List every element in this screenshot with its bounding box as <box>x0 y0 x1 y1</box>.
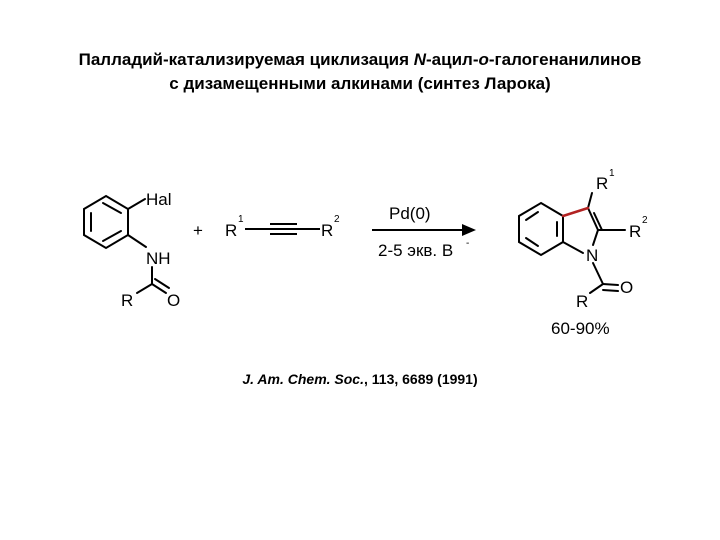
product-r-label: R <box>576 292 589 311</box>
reference-details: , 113, 6689 (1991) <box>363 371 478 387</box>
title-suffix: -галогенанилинов <box>488 50 642 69</box>
title-line-2: с дизамещенными алкинами (синтез Ларока) <box>169 74 551 93</box>
arrow-conditions-sup: - <box>466 238 470 249</box>
bond-to-nh <box>128 235 146 247</box>
alkyne-r2-label: R <box>321 221 334 240</box>
literature-reference <box>0 371 720 387</box>
product-r1-label: R <box>596 174 609 193</box>
reactant-1-r-label: R <box>121 291 134 310</box>
bond-carbonyl-r-product <box>590 284 603 293</box>
product-r2-label: R <box>629 222 642 241</box>
reaction-arrow <box>372 224 476 236</box>
bond-carbonyl-o-product-2 <box>603 290 618 291</box>
title-prefix: Палладий-катализируемая циклизация <box>78 50 414 69</box>
title-mid: -ацил- <box>426 50 479 69</box>
bond-c3-r1 <box>588 193 592 208</box>
nh-label: NH <box>146 249 171 268</box>
product-double-bond-a <box>526 212 538 220</box>
hal-label: Hal <box>146 190 172 209</box>
reactant-1-bonds <box>84 196 169 293</box>
title-o-italic: о <box>478 50 489 69</box>
product-double-bond-b <box>526 238 538 246</box>
yield-label: 60-90% <box>551 319 610 338</box>
bond-n-carbonyl <box>593 263 603 284</box>
bond-to-hal <box>128 199 145 209</box>
bond-c7a-n <box>563 242 583 253</box>
alkyne-r1-sup: 1 <box>238 214 244 225</box>
product-o-label: O <box>620 278 634 297</box>
product-n-label: N <box>586 246 599 265</box>
reactant-1-double-bond-a <box>103 203 121 213</box>
bond-carbonyl-o-product-1 <box>603 284 618 285</box>
arrow-conditions-label: 2-5 экв. B <box>378 241 454 260</box>
new-bond-highlight <box>563 208 588 216</box>
product-r1-sup: 1 <box>609 168 615 179</box>
arrow-reagent-label: Pd(0) <box>389 204 431 223</box>
reactant-1-o-label: O <box>167 291 181 310</box>
title-n-italic: N <box>413 50 427 69</box>
bond-c2-n <box>593 230 598 245</box>
reactant-1-double-bond-b <box>103 231 121 241</box>
journal-name: J. Am. Chem. Soc. <box>242 371 364 387</box>
alkyne-r1-label: R <box>225 221 238 240</box>
product-bonds <box>519 193 625 293</box>
alkyne-r2-sup: 2 <box>334 214 340 225</box>
triple-bond <box>245 224 320 234</box>
plus-sign: + <box>193 221 203 240</box>
bond-carbonyl-r <box>137 284 152 293</box>
product-r2-sup: 2 <box>642 215 648 226</box>
